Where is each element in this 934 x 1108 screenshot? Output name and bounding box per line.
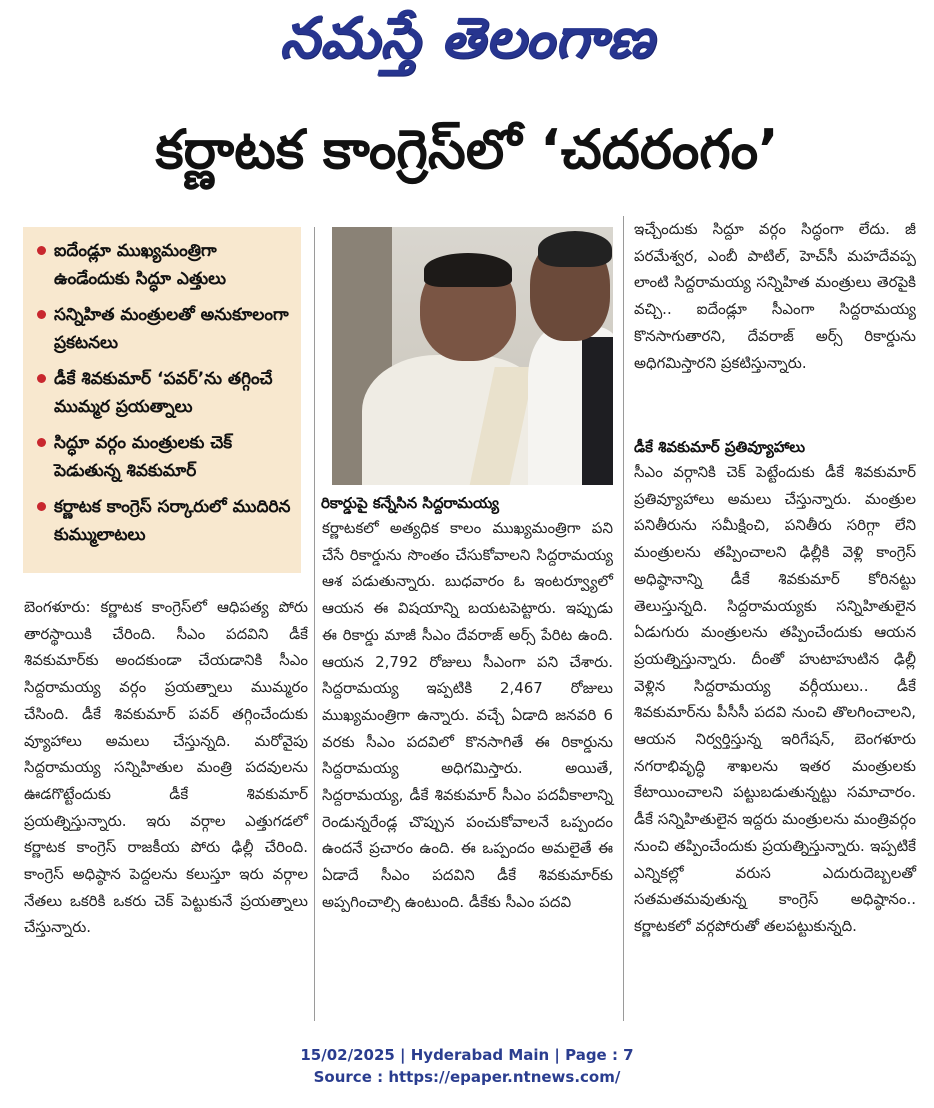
column-divider xyxy=(623,216,624,1021)
column-divider xyxy=(314,227,315,1021)
photo-person-left-hair xyxy=(424,253,512,287)
bullet-icon xyxy=(37,310,46,319)
footer-source-link[interactable]: Source : https://epaper.ntnews.com/ xyxy=(313,1068,621,1086)
photo-person-right-hair xyxy=(538,231,612,267)
highlight-item xyxy=(37,237,291,293)
news-photo xyxy=(332,227,613,485)
highlight-item xyxy=(37,429,291,485)
footer xyxy=(0,1044,934,1092)
headline: కర్ణాటక కాంగ్రెస్‌లో ‘చదరంగం’ xyxy=(155,117,779,181)
highlight-text: ఐదేండ్లూ ముఖ్యమంత్రిగా ఉండేందుకు సిద్ధూ ఎత్తులు xyxy=(54,241,227,289)
article-column-left: బెంగళూరు: కర్ణాటక కాంగ్రెస్‌లో ఆధిపత్య పోరు తారస్థాయికి చేరింది. సీఎం పదవిని డీకే శివకుమార్‌కు అందకుండా చేయడానికి సీఎం సిద్దరామయ్య వర్గం ప్రయత్నాలు ముమ్మరం చేసింది. డీకే శివకుమార్ పవర్ తగ్గించేందుకు వ్యూహాలు అమలు చేస్తున్నది. మరోవైపు సిద్దరామయ్య సన్నిహితుల మంత్రి పదవులను ఊడగొట్టేందుకు డీకే శివకుమార్ ప్రయత్నిస్తున్నారు. ఇరు వర్గాల ఎత్తుగడలో కర్ణాటక కాంగ్రెస్ రాజకీయ పోరు ఢిల్లీ చేరింది. కాంగ్రెస్ అధిష్ఠాన పెద్దలను కలుస్తూ ఇరు వర్గాల నేతలు ఒకరికి ఒకరు చెక్ పెట్టుకునే ప్రయత్నాలు చేస్తున్నారు. xyxy=(24,598,308,937)
photo-caption: రికార్డుపై కన్నేసిన సిద్దరామయ్య xyxy=(321,494,500,512)
footer-dateline: 15/02/2025 | Hyderabad Main | Page : 7 xyxy=(300,1046,634,1064)
highlight-text: సన్నిహిత మంత్రులతో అనుకూలంగా ప్రకటనలు xyxy=(54,305,289,353)
masthead-logo: నమస్తే తెలంగాణ xyxy=(279,5,655,71)
photo-vest xyxy=(582,337,613,485)
highlight-item xyxy=(37,493,291,549)
article-column-right-top: ఇచ్చేందుకు సిద్దూ వర్గం సిద్ధంగా లేదు. జీ పరమేశ్వర, ఎంబీ పాటిల్, హెచ్‌సీ మహదేవప్ప లాంటి సిద్దరామయ్య సన్నిహిత మంత్రులు తెరపైకి వచ్చి.. ఐదేండ్లూ సీఎంగా సిద్దరామయ్య కొనసాగుతారని, దేవరాజ్ అర్స్ రికార్డును అధిగమిస్తారని ప్రకటిస్తున్నారు. xyxy=(634,220,916,372)
bullet-icon xyxy=(37,374,46,383)
masthead xyxy=(0,6,934,84)
article-column-right-bottom: సీఎం వర్గానికి చెక్ పెట్టేందుకు డీకే శివకుమార్ ప్రతివ్యూహాలు అమలు చేస్తున్నారు. మంత్రుల పనితీరును సమీక్షించి, పనితీరు సరిగ్గా లేని మంత్రులను తప్పించాలని ఢిల్లీకి వెళ్లి కాంగ్రెస్ అధిష్ఠానాన్ని డీకే శివకుమార్ కోరినట్టు తెలుస్తున్నది. సిద్దరామయ్యకు సన్నిహితులైన ఏడుగురు మంత్రులను తప్పించేందుకు ఆయన ప్రయత్నిస్తున్నారు. దీంతో హుటాహుటిన ఢిల్లీ వెళ్లిన సిద్దరామయ్య వర్గీయులు.. డీకే శివకుమార్‌ను పీసీసీ పదవి నుంచి తొలగించాలని, ఆయన నిర్వర్తిస్తున్న ఇరిగేషన్, బెంగళూరు నగరాభివృద్ధి శాఖలను ఇతర మంత్రులకు కేటాయించాలని పట్టుబడుతున్నట్టు సమాచారం. డీకే సన్నిహితులైన ఇద్దరు మంత్రులను మంత్రివర్గం నుంచి తప్పించేందుకు ప్రయత్నిస్తున్నారు. ఇప్పటికే ఎన్నికల్లో వరుస ఎదురుదెబ్బలతో సతమతమవుతున్న కాంగ్రెస్ అధిష్ఠానం.. కర్ణాటకలో వర్గపోరుతో తలపట్టుకున్నది. xyxy=(634,463,916,935)
bullet-icon xyxy=(37,246,46,255)
subheading: డీకే శివకుమార్ ప్రతివ్యూహాలు xyxy=(634,438,806,456)
bullet-icon xyxy=(37,502,46,511)
article-column-middle: కర్ణాటకలో అత్యధిక కాలం ముఖ్యమంత్రిగా పని చేసే రికార్డును సొంతం చేసుకోవాలని సిద్దరామయ్య ఆశ పడుతున్నారు. బుధవారం ఓ ఇంటర్వ్యూలో ఆయన ఈ విషయాన్ని బయటపెట్టారు. ఇప్పుడు ఈ రికార్డు మాజీ సీఎం దేవరాజ్ అర్స్ పేరిట ఉంది. ఆయన 2,792 రోజులు సీఎంగా పని చేశారు. సిద్దరామయ్య ఇప్పటికి 2,467 రోజులు ముఖ్యమంత్రిగా ఉన్నారు. వచ్చే ఏడాది జనవరి 6 వరకు సీఎం పదవిలో కొనసాగితే ఈ రికార్డును సిద్దరామయ్య అధిగమిస్తారు. అయితే, సిద్దరామయ్య, డీకే శివకుమార్ సీఎం పదవీకాలాన్ని రెండున్నరేండ్ల చొప్పున పంచుకోవాలనే ఒప్పందం ఉందనే ప్రచారం ఉంది. ఈ ఒప్పందం అమలైతే ఈ ఏడాదే సీఎం పదవిని డీకే శివకుమార్‌కు అప్పగించాల్సి ఉంటుంది. డీకేకు సీఎం పదవి xyxy=(322,519,613,911)
highlight-text: కర్ణాటక కాంగ్రెస్ సర్కారులో ముదిరిన కుమ్ములాటలు xyxy=(54,497,291,545)
highlight-text: డీకే శివకుమార్ ‘పవర్’ను తగ్గించే ముమ్మర ప్రయత్నాలు xyxy=(54,369,273,417)
highlight-item xyxy=(37,301,291,357)
highlight-item xyxy=(37,365,291,421)
bullet-icon xyxy=(37,438,46,447)
highlights-box xyxy=(23,227,301,573)
highlight-text: సిద్ధూ వర్గం మంత్రులకు చెక్ పెడుతున్న శివకుమార్ xyxy=(54,433,233,481)
